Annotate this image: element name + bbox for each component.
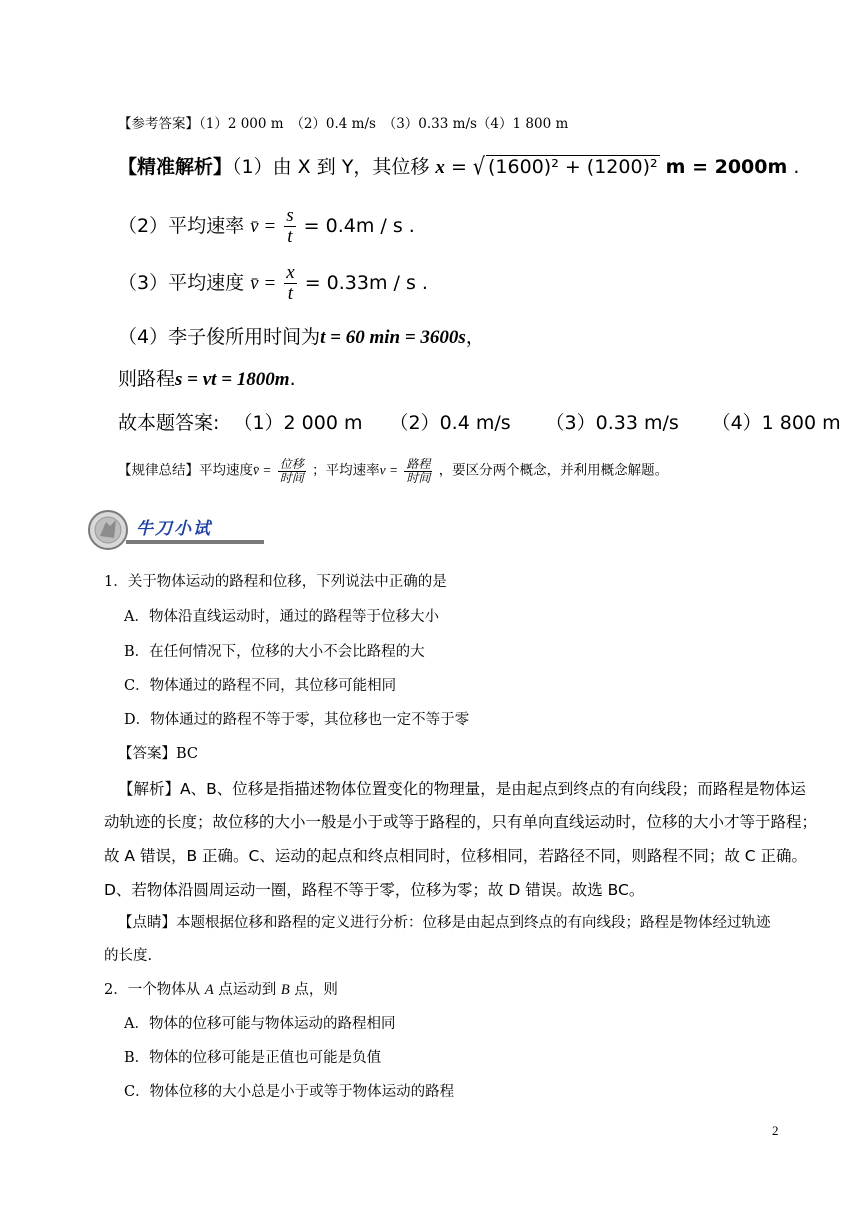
- analysis-label: 【精准解析】: [118, 156, 233, 178]
- analysis-step-4: [118, 322, 485, 349]
- step1-var: x: [435, 157, 445, 178]
- q1-explain-line-1: 【解析】A、B、位移是指描述物体位置变化的物理量，是由起点到终点的有向线段；而路程是物体运: [118, 780, 806, 798]
- q2-option-a: A．物体的位移可能与物体运动的路程相同: [124, 1016, 396, 1032]
- step5-eq: s = vt = 1800m: [175, 369, 290, 390]
- step4-suffix: ，: [465, 326, 485, 348]
- step2-den: t: [287, 225, 293, 247]
- analysis-step-3: （3）平均速度 v̄ = $\frac{x}{t}$ = 0.33m / s .: [118, 262, 428, 304]
- q1-answer: 【答案】BC: [118, 746, 199, 762]
- summary-fraction-1: [278, 458, 306, 484]
- step1-prefix: （1）由 X 到 Y，其位移: [232, 156, 430, 178]
- q2-stem: [104, 978, 338, 999]
- step4-eq: t = 60 min = 3600s: [320, 327, 466, 348]
- q1-option-a: A．物体沿直线运动时，通过的路程等于位移大小: [124, 609, 439, 625]
- analysis-step-5: [118, 364, 296, 391]
- q1-explain-line-3: 故 A 错误，B 正确。C、运动的起点和终点相同时，位移相同，若路径不同，则路程不同；故 C 正确。: [104, 847, 808, 865]
- summary-fraction-2: [404, 458, 432, 484]
- step2-var: v̄ =: [250, 215, 277, 237]
- final-answer-2: （2）0.4 m/s: [389, 412, 511, 434]
- q2-stem-mid: 点运动到: [213, 982, 281, 998]
- q2-point-b: B: [280, 982, 290, 998]
- summary-v2: v =: [379, 462, 399, 478]
- step3-result: = 0.33m / s: [304, 271, 416, 294]
- q1-explain-line-2: 动轨迹的长度；故位移的大小一般是小于或等于路程的，只有单向直线运动时，位移的大小才等于路程；: [104, 813, 818, 831]
- step2-num: s: [286, 205, 294, 226]
- step4-prefix: （4）李子俊所用时间为: [118, 326, 321, 348]
- q1-stem: 1．关于物体运动的路程和位移，下列说法中正确的是: [104, 574, 447, 590]
- q1-comment-line-1: 【点睛】本题根据位移和路程的定义进行分析：位移是由起点到终点的有向线段；路程是物体经过轨迹: [118, 915, 771, 931]
- summary-line: [118, 458, 668, 484]
- q1-option-b: B．在任何情况下，位移的大小不会比路程的大: [124, 644, 425, 660]
- summary-v1: v̄ =: [253, 462, 272, 478]
- step2-result: = 0.4m / s: [303, 214, 403, 237]
- q2-stem-post: 点，则: [289, 982, 338, 998]
- q2-option-c: C．物体位移的大小总是小于或等于物体运动的路程: [124, 1084, 455, 1100]
- q1-option-d: D．物体通过的路程不等于零，其位移也一定不等于零: [124, 712, 470, 728]
- step1-result: m = 2000m: [665, 156, 788, 178]
- step5-suffix: .: [289, 368, 296, 390]
- step1-radicand: (1600)² + (1200)²: [488, 156, 658, 178]
- q2-stem-pre: 2．一个物体从: [104, 982, 205, 998]
- step3-prefix: （3）平均速度: [118, 271, 245, 294]
- step3-num: x: [286, 262, 295, 283]
- q1-comment-line-2: 的长度.: [104, 948, 153, 964]
- step5-prefix: 则路程: [118, 368, 176, 390]
- final-answer-1: （1）2 000 m: [233, 412, 363, 434]
- summary-sep: ；平均速率: [312, 462, 380, 479]
- final-answer-4: （4）1 800 m: [711, 412, 841, 434]
- sqrt-icon: √: [472, 153, 486, 181]
- frac2-num: 路程: [406, 457, 431, 471]
- q2-option-b: B．物体的位移可能是正值也可能是负值: [124, 1050, 382, 1066]
- step2-prefix: （2）平均速率: [118, 214, 245, 237]
- final-answers: [118, 408, 841, 435]
- banner-underline: [126, 540, 264, 544]
- frac1-num: 位移: [279, 457, 304, 471]
- section-banner: [86, 508, 266, 552]
- step3-den: t: [287, 282, 294, 304]
- q1-option-c: C．物体通过的路程不同，其位移可能相同: [124, 678, 397, 694]
- summary-part3: ，要区分两个概念，并利用概念解题。: [438, 462, 669, 479]
- q1-explain-line-4: D、若物体沿圆周运动一圈，路程不等于零，位移为零；故 D 错误。故选 BC。: [104, 881, 645, 899]
- frac2-den: 时间: [406, 470, 431, 485]
- frac1-den: 时间: [279, 470, 304, 485]
- page-number: 2: [772, 1123, 779, 1138]
- summary-label: 【规律总结】: [118, 462, 199, 479]
- analysis-step-1: 【精准解析】（1）由 X 到 Y，其位移 x = √ (1600)² + (1200)² m = 2000m .: [118, 153, 800, 181]
- analysis-step-2: （2）平均速率 v̄ = $\frac{s}{t}$ = 0.4m / s .: [118, 205, 415, 247]
- final-label: 故本题答案:: [118, 412, 220, 434]
- q2-point-a: A: [204, 982, 214, 998]
- banner-title: 牛刀小试: [136, 519, 212, 539]
- step2-fraction: [284, 206, 295, 247]
- step3-var: v̄ =: [250, 272, 277, 294]
- summary-part1: 平均速度: [199, 462, 253, 479]
- step3-fraction: [284, 263, 296, 304]
- reference-answer: 【参考答案】（1）2 000 m （2）0.4 m/s （3）0.33 m/s（4）1 800 m: [118, 116, 569, 132]
- final-answer-3: （3）0.33 m/s: [545, 412, 679, 434]
